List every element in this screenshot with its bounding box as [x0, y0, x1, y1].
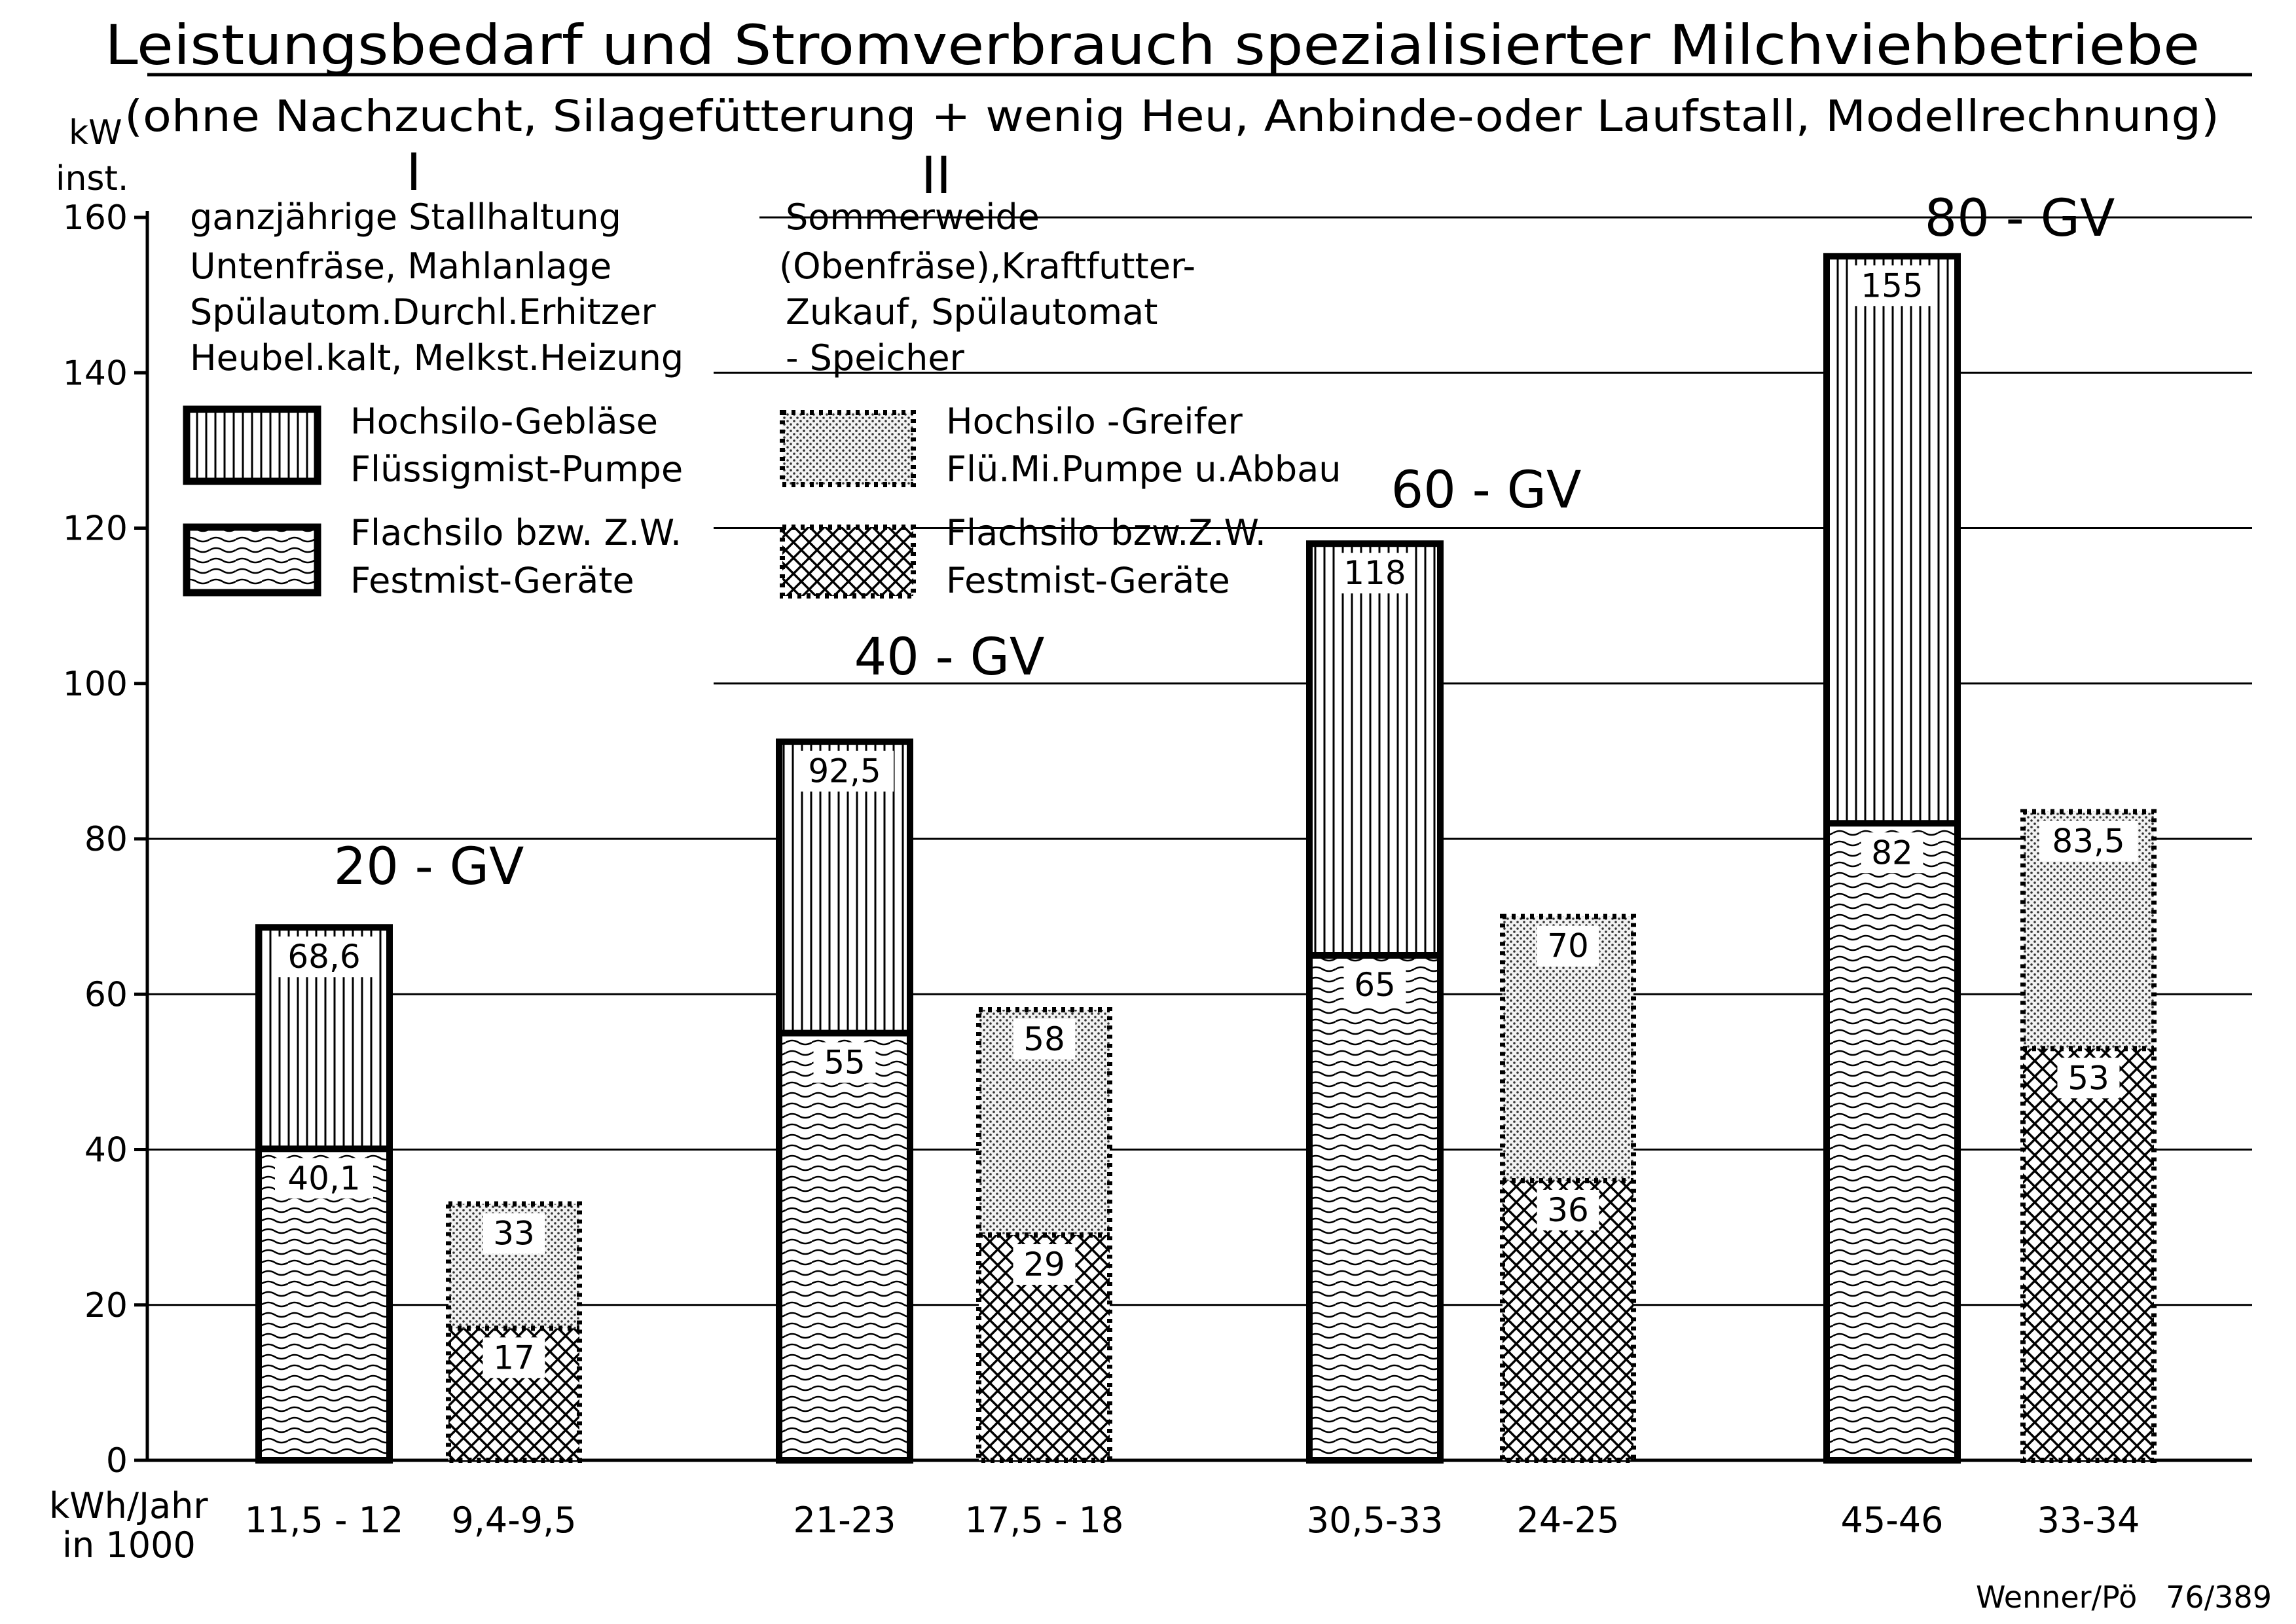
x-axis-label-1: kWh/Jahr — [49, 1485, 208, 1526]
legend-swatch-cross — [782, 527, 913, 596]
credit: Wenner/Pö 76/389 — [1975, 1579, 2272, 1615]
bar-value-total: 68,6 — [287, 938, 361, 976]
legend-swatch-wave — [187, 527, 318, 593]
y-tick-label: 120 — [62, 509, 128, 549]
legend-swatch-vertical — [187, 409, 318, 481]
x-axis-label-2: in 1000 — [62, 1524, 196, 1566]
legend — [187, 401, 1341, 601]
y-tick-label: 160 — [62, 198, 128, 238]
bar-value-lower: 17 — [493, 1338, 535, 1377]
bar-value-total: 155 — [1861, 267, 1923, 305]
bar-value-total: 118 — [1343, 554, 1406, 593]
y-tick-label: 60 — [84, 975, 128, 1015]
x-tick-label: 45-46 — [1840, 1500, 1944, 1541]
bar-segment-lower — [779, 1033, 910, 1460]
bar-value-lower: 29 — [1023, 1245, 1065, 1283]
bar-value-total: 58 — [1023, 1020, 1065, 1058]
legend-swatch-dots — [782, 413, 913, 485]
variant-descriptions — [190, 196, 1195, 378]
y-tick-label: 100 — [62, 664, 128, 704]
bar-value-lower: 65 — [1354, 965, 1396, 1004]
variant-I-desc-4: Heubel.kalt, Melkst.Heizung — [190, 337, 684, 378]
variant-II-desc-3: Zukauf, Spülautomat — [786, 291, 1158, 333]
bar-value-total: 83,5 — [2052, 822, 2125, 860]
group-label: 20 - GV — [333, 838, 524, 896]
variant-I-desc-3: Spülautom.Durchl.Erhitzer — [190, 291, 656, 333]
legend-label-vertical-2: Flüssigmist-Pumpe — [350, 449, 683, 490]
bars — [245, 189, 2154, 1541]
bar-group — [1307, 461, 1633, 1541]
bar-segment-lower — [2023, 1048, 2154, 1460]
variant-I-desc-2: Untenfräse, Mahlanlage — [190, 246, 612, 287]
x-tick-label: 30,5-33 — [1306, 1500, 1444, 1541]
bar-segment-lower — [1309, 955, 1440, 1460]
x-tick-label: 17,5 - 18 — [964, 1500, 1124, 1541]
variant-label-II: II — [920, 147, 952, 206]
group-label: 60 - GV — [1391, 461, 1582, 520]
x-tick-label: 21-23 — [793, 1500, 896, 1541]
bar-segment-upper — [1309, 544, 1440, 955]
x-tick-label: 33-34 — [2037, 1500, 2140, 1541]
y-tick-label: 40 — [84, 1130, 128, 1170]
y-axis-label-inst: inst. — [56, 159, 129, 198]
bar-group — [779, 628, 1123, 1541]
bar-value-lower: 82 — [1871, 834, 1913, 872]
legend-label-wave-2: Festmist-Geräte — [350, 560, 634, 601]
bar-group — [245, 838, 579, 1541]
bar-value-total: 92,5 — [808, 752, 881, 790]
bar-value-total: 70 — [1547, 927, 1589, 965]
chart-title: Leistungsbedarf und Stromverbrauch spezialisierter Milchviehbetriebe — [105, 13, 2200, 77]
x-tick-label: 24-25 — [1516, 1500, 1620, 1541]
bar-segment-lower — [1827, 823, 1958, 1460]
variant-II-desc-1: Sommerweide — [786, 196, 1040, 238]
y-tick-label: 0 — [105, 1441, 128, 1481]
x-tick-label: 11,5 - 12 — [244, 1500, 404, 1541]
legend-label-vertical-1: Hochsilo-Gebläse — [350, 401, 658, 442]
legend-label-cross-1: Flachsilo bzw.Z.W. — [946, 512, 1266, 553]
variant-I-desc-1: ganzjährige Stallhaltung — [190, 196, 621, 238]
group-label: 80 - GV — [1924, 189, 2115, 248]
chart-subtitle: (ohne Nachzucht, Silagefütterung + wenig Heu, Anbinde-oder Laufstall, Modellrechnung) — [124, 91, 2219, 141]
bar-value-lower: 40,1 — [287, 1159, 361, 1198]
group-label: 40 - GV — [854, 628, 1045, 687]
x-tick-label: 9,4-9,5 — [451, 1500, 577, 1541]
variant-II-desc-2: (Obenfräse),Kraftfutter- — [779, 246, 1196, 287]
y-tick-label: 20 — [84, 1285, 128, 1325]
y-tick-label: 140 — [62, 354, 128, 394]
legend-label-wave-1: Flachsilo bzw. Z.W. — [350, 512, 682, 553]
bar-group — [1827, 189, 2154, 1541]
variant-label-I: I — [406, 143, 422, 202]
bar-value-lower: 53 — [2068, 1059, 2109, 1098]
y-axis-label-unit: kW — [69, 113, 122, 153]
legend-label-dots-2: Flü.Mi.Pumpe u.Abbau — [946, 449, 1341, 490]
bar-value-lower: 55 — [824, 1043, 866, 1082]
bar-value-total: 33 — [493, 1214, 535, 1253]
legend-label-cross-2: Festmist-Geräte — [946, 560, 1230, 601]
variant-II-desc-4: - Speicher — [786, 337, 964, 378]
bar-value-lower: 36 — [1547, 1190, 1589, 1229]
y-tick-label: 80 — [84, 820, 128, 859]
legend-label-dots-1: Hochsilo -Greifer — [946, 401, 1243, 442]
bar-segment-upper — [1827, 256, 1958, 823]
